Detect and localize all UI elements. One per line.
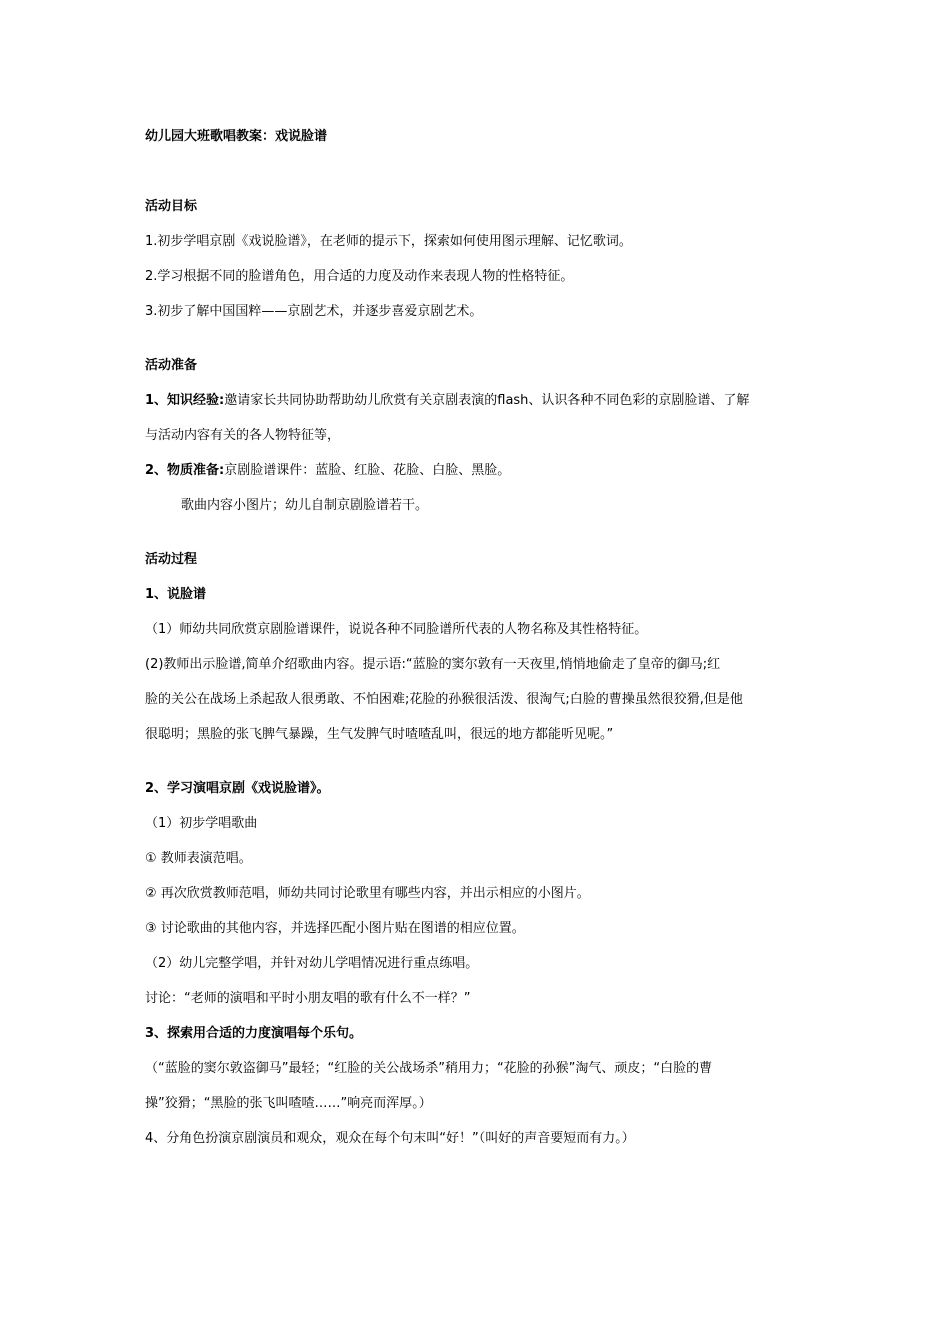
prep-item-2 [145,462,510,480]
goal-item-1: 1.初步学唱京剧《戏说脸谱》，在老师的提示下，探索如何使用图示理解、记忆歌词。 [145,234,632,249]
prep-item-2-text: 京剧脸谱课件：蓝脸、红脸、花脸、白脸、黑脸。 [224,463,511,478]
section-3-line-1: （“蓝脸的窦尔敦盗御马”最轻；“红脸的关公战场杀”稍用力；“花脸的孙猴”淘气、顽皮；“白脸的曹 [145,1061,713,1076]
goal-item-3: 3.初步了解中国国粹——京剧艺术，并逐步喜爱京剧艺术。 [145,304,483,319]
goal-item-2: 2.学习根据不同的脸谱角色，用合适的力度及动作来表现人物的性格特征。 [145,269,574,284]
section-2-heading: 2、学习演唱京剧《戏说脸谱》。 [145,781,330,796]
section-2-item-5: （2）幼儿完整学唱，并针对幼儿学唱情况进行重点练唱。 [145,956,479,971]
prep-item-1-text: 邀请家长共同协助帮助幼儿欣赏有关京剧表演的flash、认识各种不同色彩的京剧脸谱、了解 [224,393,750,408]
section-1-heading: 1、说脸谱 [145,587,207,602]
process-heading: 活动过程 [145,552,198,567]
prep-heading: 活动准备 [145,358,198,373]
goals-heading: 活动目标 [145,199,198,214]
section-3-line-2: 操”狡猾；“黑脸的张飞叫喳喳……”响亮而浑厚。） [145,1096,432,1111]
section-1-paragraph-2-line-1: (2)教师出示脸谱,简单介绍歌曲内容。提示语:“蓝脸的窦尔敦有一天夜里,悄悄地偷走了皇帝的御马;红 [145,657,721,672]
section-2-item-1: （1）初步学唱歌曲 [145,816,258,831]
section-4-text: 4、分角色扮演京剧演员和观众，观众在每个句末叫“好！”（叫好的声音要短而有力。） [145,1131,635,1146]
section-1-paragraph-1: （1）师幼共同欣赏京剧脸谱课件，说说各种不同脸谱所代表的人物名称及其性格特征。 [145,622,648,637]
section-2-item-6: 讨论：“老师的演唱和平时小朋友唱的歌有什么不一样？” [145,991,471,1006]
section-1-paragraph-2-line-3: 很聪明；黑脸的张飞脾气暴躁，生气发脾气时喳喳乱叫，很远的地方都能听见呢。” [145,727,614,742]
section-2-item-2: ① 教师表演范唱。 [145,851,252,866]
section-3-heading: 3、探索用合适的力度演唱每个乐句。 [145,1026,363,1041]
prep-item-1 [145,392,749,410]
prep-item-2-extra: 歌曲内容小图片；幼儿自制京剧脸谱若干。 [181,498,429,513]
prep-item-2-label: 2、物质准备: [145,463,225,478]
document-title: 幼儿园大班歌唱教案：戏说脸谱 [145,129,328,144]
prep-item-1-label: 1、知识经验: [145,393,225,408]
section-2-item-3: ② 再次欣赏教师范唱，师幼共同讨论歌里有哪些内容，并出示相应的小图片。 [145,886,590,901]
section-1-paragraph-2-line-2: 脸的关公在战场上杀起敌人很勇敢、不怕困难;花脸的孙猴很活泼、很淘气;白脸的曹操虽然很狡猾,但是他 [145,692,743,707]
section-2-item-4: ③ 讨论歌曲的其他内容，并选择匹配小图片贴在图谱的相应位置。 [145,921,525,936]
prep-item-1-cont: 与活动内容有关的各人物特征等， [145,428,341,443]
